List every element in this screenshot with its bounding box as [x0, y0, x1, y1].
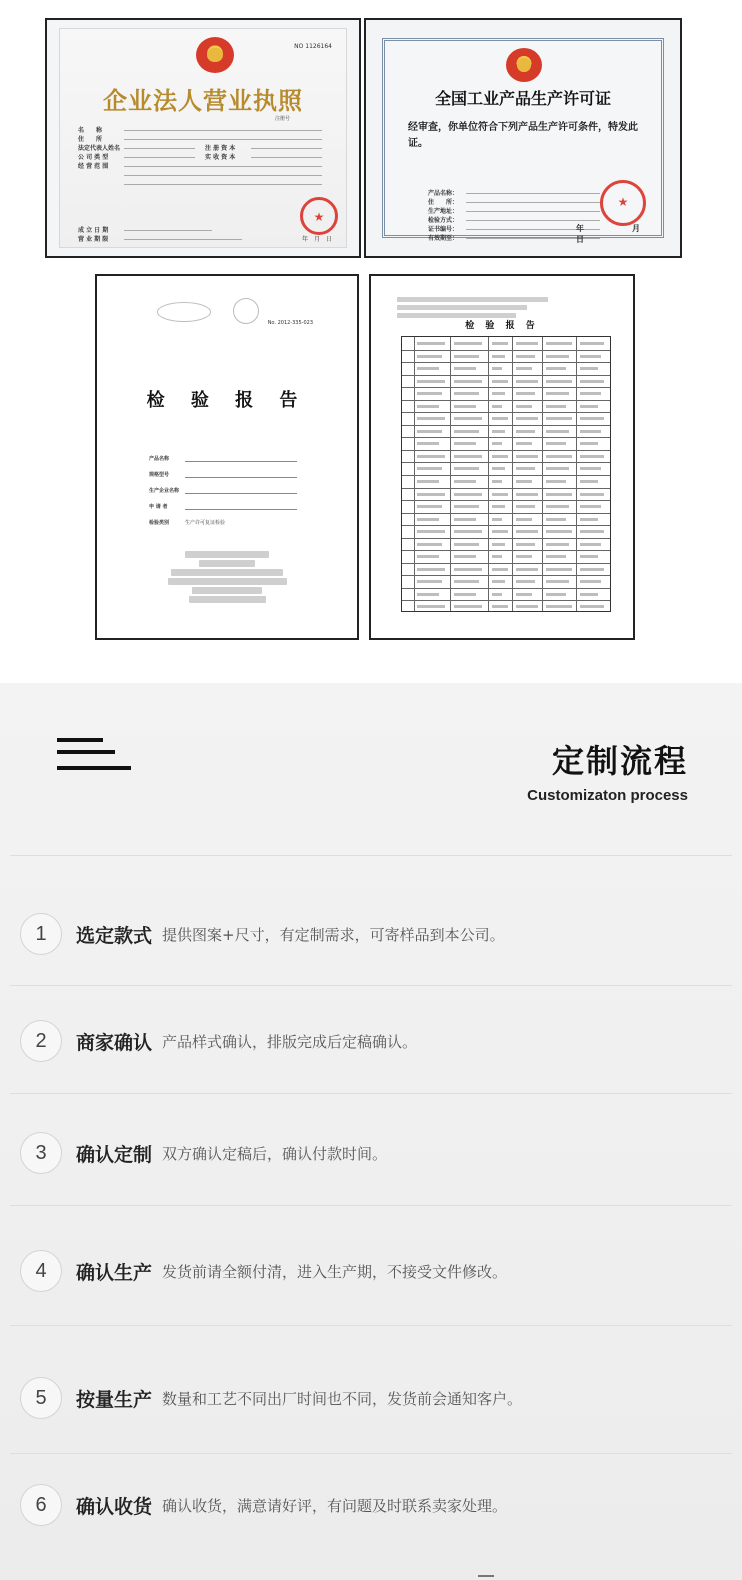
- license-bottom-fields: 成 立 日 期 营 业 期 限 年 月 日: [78, 227, 332, 243]
- table-cell-text: [546, 367, 566, 370]
- permit-title: 全国工业产品生产许可证: [434, 89, 611, 108]
- table-cell-text: [546, 555, 566, 558]
- section-subtitle: Customizaton process: [527, 787, 688, 804]
- table-cell-text: [580, 367, 598, 370]
- table-cell-text: [417, 442, 439, 445]
- table-cell-text: [546, 342, 572, 345]
- table-cell-text: [492, 355, 505, 358]
- table-cell-text: [454, 505, 479, 508]
- step-description: 确认收货，满意请好评，有问题及时联系卖家处理。: [162, 1496, 508, 1515]
- report-fields: 产品名称 规格型号 生产企业名称 申 请 者 检验类别 生产许可复证检验: [149, 446, 297, 526]
- table-cell-text: [580, 392, 601, 395]
- table-cell-text: [516, 367, 532, 370]
- license-field: 住 所: [78, 134, 332, 143]
- table-rule: [402, 563, 610, 564]
- table-rule: [402, 600, 610, 601]
- process-step: [20, 1019, 722, 1063]
- table-rule: [402, 362, 610, 363]
- step-description: 数量和工艺不同出厂时间也不同，发货前会通知客户。: [162, 1389, 523, 1408]
- permit-paragraph: 经审查，你单位符合下列产品生产许可条件，特发此证。: [408, 122, 638, 149]
- table-cell-text: [492, 568, 508, 571]
- table-rule: [402, 412, 610, 413]
- table-cell-text: [417, 605, 445, 608]
- table-rule: [402, 450, 610, 451]
- table-cell-text: [417, 505, 442, 508]
- divider: [10, 985, 732, 986]
- table-cell-text: [516, 455, 538, 458]
- table-cell-text: [454, 430, 479, 433]
- table-cell-text: [580, 430, 601, 433]
- red-seal-icon: [600, 180, 646, 226]
- table-cell-text: [580, 518, 598, 521]
- table-cell-text: [516, 417, 538, 420]
- table-cell-text: [492, 467, 505, 470]
- step-number: 6: [20, 1484, 62, 1526]
- table-rule: [402, 588, 610, 589]
- license-field: 公 司 类 型 实 收 资 本: [78, 152, 332, 161]
- table-rule: [402, 575, 610, 576]
- table-column-rule: [450, 337, 451, 611]
- table-cell-text: [454, 530, 482, 533]
- table-cell-text: [417, 455, 445, 458]
- table-cell-text: [417, 593, 439, 596]
- table-rule: [402, 500, 610, 501]
- table-cell-text: [454, 518, 476, 521]
- table-rule: [402, 350, 610, 351]
- table-header-lines: [397, 294, 613, 321]
- table-cell-text: [580, 505, 601, 508]
- table-cell-text: [417, 555, 439, 558]
- table-cell-text: [516, 543, 535, 546]
- license-date: 年 月 日: [301, 236, 332, 243]
- step-description: 产品样式确认，排版完成后定稿确认。: [162, 1032, 418, 1051]
- table-cell-text: [580, 593, 598, 596]
- inspection-table-image: [369, 274, 635, 640]
- license-fields: [78, 125, 332, 188]
- table-cell-text: [454, 442, 476, 445]
- table-cell-text: [492, 417, 508, 420]
- table-cell-text: [492, 543, 505, 546]
- table-cell-text: [454, 392, 479, 395]
- permit-date: 年 月 日: [576, 224, 688, 244]
- license-title: 企业法人营业执照: [103, 86, 303, 115]
- step-description: 提供图案+尺寸，有定制需求，可寄样品到本公司。: [162, 925, 505, 944]
- table-cell-text: [516, 593, 532, 596]
- process-step: [20, 1249, 722, 1293]
- table-title: 检 验 报 告: [465, 321, 539, 331]
- table-cell-text: [546, 593, 566, 596]
- step-name: 确认收货: [76, 1495, 153, 1518]
- divider: [10, 1453, 732, 1454]
- table-cell-text: [546, 568, 572, 571]
- table-cell-text: [492, 555, 502, 558]
- divider: [10, 1325, 732, 1326]
- license-field: 经 营 范 围: [78, 161, 332, 170]
- customization-process-section: [0, 683, 742, 1580]
- table-cell-text: [580, 555, 598, 558]
- table-cell-text: [580, 530, 604, 533]
- table-cell-text: [516, 580, 535, 583]
- table-cell-text: [516, 392, 535, 395]
- table-cell-text: [492, 580, 505, 583]
- table-rule: [402, 513, 610, 514]
- table-cell-text: [454, 355, 479, 358]
- table-cell-text: [417, 405, 439, 408]
- table-cell-text: [454, 605, 482, 608]
- inspection-report-cover-image: [95, 274, 359, 640]
- step-name: 确认生产: [76, 1261, 153, 1284]
- table-cell-text: [546, 505, 569, 508]
- table-cell-text: [454, 417, 482, 420]
- table-cell-text: [516, 518, 532, 521]
- table-cell-text: [417, 480, 439, 483]
- table-cell-text: [580, 442, 598, 445]
- table-cell-text: [417, 417, 445, 420]
- step-number: 1: [20, 913, 62, 955]
- certificates-section: [0, 0, 742, 683]
- table-cell-text: [546, 480, 566, 483]
- table-cell-text: [580, 405, 598, 408]
- table-cell-text: [454, 480, 476, 483]
- step-name: 按量生产: [76, 1388, 153, 1411]
- table-cell-text: [580, 580, 601, 583]
- table-cell-text: [454, 555, 476, 558]
- table-cell-text: [492, 593, 502, 596]
- section-title: 定制流程: [551, 742, 688, 780]
- table-cell-text: [546, 355, 569, 358]
- table-cell-text: [417, 355, 442, 358]
- table-cell-text: [546, 430, 569, 433]
- table-cell-text: [454, 367, 476, 370]
- table-cell-text: [516, 430, 535, 433]
- business-license-image: [45, 18, 361, 258]
- cropped-text-fragment: [470, 1571, 510, 1580]
- table-rule: [402, 550, 610, 551]
- table-cell-text: [454, 568, 482, 571]
- table-cell-text: [454, 405, 476, 408]
- table-cell-text: [580, 417, 604, 420]
- table-cell-text: [492, 493, 508, 496]
- license-reg-label: 注册号: [274, 116, 290, 122]
- table-cell-text: [492, 505, 505, 508]
- table-cell-text: [546, 493, 572, 496]
- table-cell-text: [516, 405, 532, 408]
- table-cell-text: [580, 493, 604, 496]
- table-cell-text: [546, 405, 566, 408]
- permit-fields: 产品名称： 住 所： 生产地址： 检验方式： 证书编号： 有效期至：: [428, 188, 640, 242]
- table-rule: [402, 387, 610, 388]
- license-inner: [59, 28, 347, 248]
- table-rule: [402, 525, 610, 526]
- table-column-rule: [576, 337, 577, 611]
- table-cell-text: [580, 455, 604, 458]
- table-cell-text: [516, 493, 538, 496]
- table-cell-text: [580, 380, 604, 383]
- step-number: 4: [20, 1250, 62, 1292]
- divider: [10, 1205, 732, 1206]
- table-cell-text: [580, 342, 604, 345]
- table-cell-text: [580, 467, 601, 470]
- table-cell-text: [417, 392, 442, 395]
- process-step: [20, 1131, 722, 1175]
- table-cell-text: [492, 405, 502, 408]
- table-cell-text: [454, 455, 482, 458]
- table-cell-text: [454, 342, 482, 345]
- table-cell-text: [546, 417, 572, 420]
- report-title: 检 验 报 告: [146, 390, 308, 411]
- license-field: 法定代表人姓名 注 册 资 本: [78, 143, 332, 152]
- process-step: [20, 1376, 722, 1420]
- inspection-table-grid: [401, 336, 611, 612]
- divider: [10, 1093, 732, 1094]
- table-rule: [402, 475, 610, 476]
- production-permit-image: [364, 18, 688, 258]
- national-emblem-icon: [196, 37, 234, 73]
- table-cell-text: [516, 480, 532, 483]
- table-cell-text: [417, 543, 442, 546]
- table-cell-text: [417, 430, 442, 433]
- table-cell-text: [492, 392, 505, 395]
- table-rule: [402, 462, 610, 463]
- table-cell-text: [580, 355, 601, 358]
- table-rule: [402, 400, 610, 401]
- table-cell-text: [546, 518, 566, 521]
- table-rule: [402, 425, 610, 426]
- license-number: NO 1126164: [294, 43, 332, 50]
- table-cell-text: [546, 392, 569, 395]
- report-footer-lines: [157, 549, 297, 605]
- table-cell-text: [454, 380, 482, 383]
- divider: [10, 855, 732, 856]
- table-cell-text: [546, 605, 572, 608]
- table-rule: [402, 538, 610, 539]
- table-column-rule: [414, 337, 415, 611]
- table-cell-text: [580, 480, 598, 483]
- table-cell-text: [454, 493, 482, 496]
- table-column-rule: [542, 337, 543, 611]
- table-cell-text: [417, 367, 439, 370]
- table-cell-text: [492, 605, 508, 608]
- table-cell-text: [417, 580, 442, 583]
- table-cell-text: [580, 543, 601, 546]
- table-cell-text: [546, 380, 572, 383]
- step-name: 选定款式: [76, 924, 153, 947]
- step-number: 5: [20, 1377, 62, 1419]
- table-cell-text: [492, 380, 508, 383]
- national-emblem-icon: [506, 48, 542, 82]
- step-description: 发货前请全额付清，进入生产期，不接受文件修改。: [162, 1262, 508, 1281]
- table-rule: [402, 375, 610, 376]
- table-cell-text: [454, 593, 476, 596]
- table-cell-text: [417, 380, 445, 383]
- table-cell-text: [454, 543, 479, 546]
- table-cell-text: [492, 480, 502, 483]
- table-cell-text: [580, 568, 604, 571]
- table-cell-text: [516, 467, 535, 470]
- table-cell-text: [417, 530, 445, 533]
- step-description: 双方确认定稿后，确认付款时间。: [162, 1144, 388, 1163]
- table-cell-text: [546, 467, 569, 470]
- table-cell-text: [454, 580, 479, 583]
- table-cell-text: [580, 605, 604, 608]
- table-cell-text: [417, 493, 445, 496]
- table-cell-text: [516, 568, 538, 571]
- table-column-rule: [488, 337, 489, 611]
- report-number: No. 2012-335-023: [267, 320, 313, 326]
- table-cell-text: [516, 555, 532, 558]
- table-cell-text: [417, 467, 442, 470]
- table-cell-text: [546, 455, 572, 458]
- process-step: [20, 912, 722, 956]
- table-cell-text: [492, 342, 508, 345]
- table-cell-text: [546, 530, 572, 533]
- table-column-rule: [512, 337, 513, 611]
- license-field: 名 称: [78, 125, 332, 134]
- step-name: 确认定制: [76, 1143, 153, 1166]
- table-cell-text: [492, 530, 508, 533]
- table-cell-text: [516, 355, 535, 358]
- table-cell-text: [417, 518, 439, 521]
- table-rule: [402, 437, 610, 438]
- table-cell-text: [417, 568, 445, 571]
- table-cell-text: [492, 367, 502, 370]
- table-cell-text: [492, 430, 505, 433]
- table-cell-text: [516, 530, 538, 533]
- process-step: [20, 1483, 722, 1527]
- table-cell-text: [417, 342, 445, 345]
- table-cell-text: [546, 543, 569, 546]
- table-cell-text: [492, 455, 508, 458]
- step-name: 商家确认: [76, 1031, 153, 1054]
- step-number: 2: [20, 1020, 62, 1062]
- step-number: 3: [20, 1132, 62, 1174]
- table-cell-text: [516, 342, 538, 345]
- table-rule: [402, 488, 610, 489]
- table-cell-text: [516, 505, 535, 508]
- table-cell-text: [516, 442, 532, 445]
- table-cell-text: [492, 442, 502, 445]
- table-cell-text: [454, 467, 479, 470]
- table-cell-text: [516, 605, 538, 608]
- table-cell-text: [516, 380, 538, 383]
- table-cell-text: [492, 518, 502, 521]
- menu-lines-icon: [57, 738, 132, 774]
- table-cell-text: [546, 442, 566, 445]
- table-cell-text: [546, 580, 569, 583]
